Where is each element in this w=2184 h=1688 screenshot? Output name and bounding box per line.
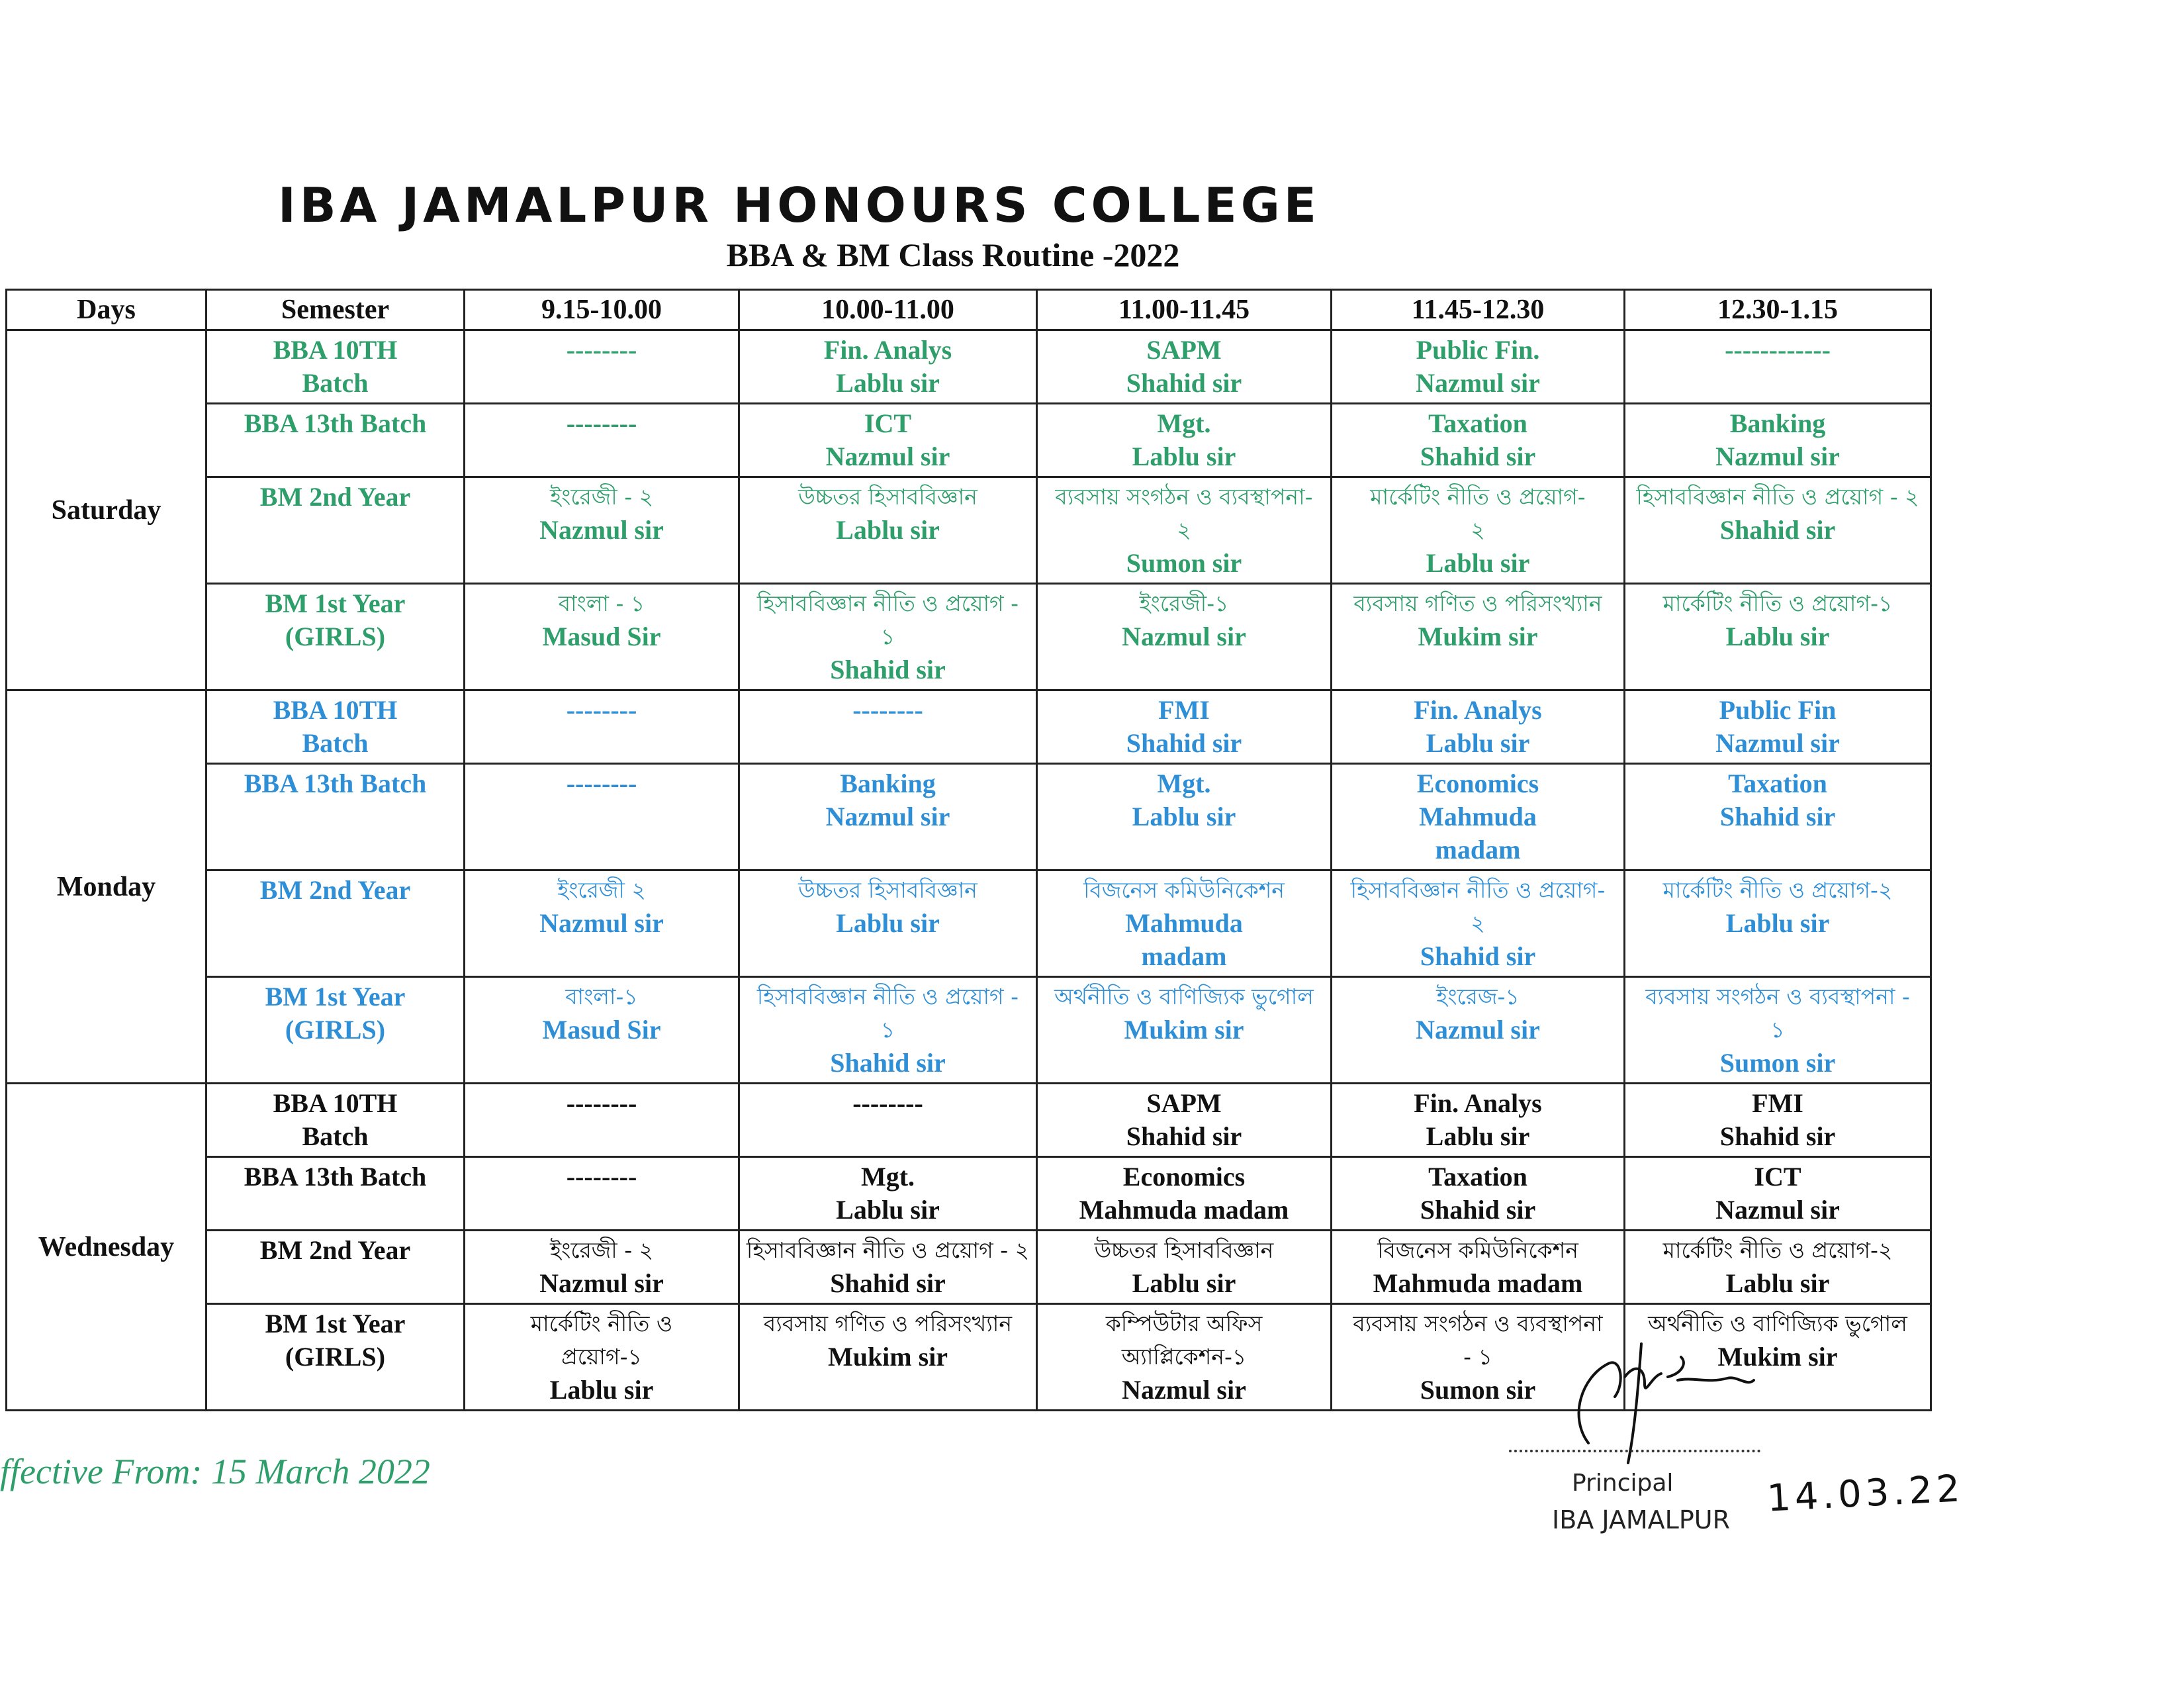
class-entry: -------- <box>852 695 923 725</box>
class-entry: -------- <box>566 695 637 725</box>
day-cell: Monday <box>7 690 206 1084</box>
class-cell <box>1332 1231 1625 1304</box>
class-entry: হিসাববিজ্ঞান নীতি ও প্রয়োগ- <box>1350 877 1606 903</box>
class-entry: Lablu sir <box>836 368 940 398</box>
semester-cell <box>206 764 465 870</box>
class-entry: ইংরেজ-১ <box>1436 984 1520 1009</box>
table-header-row <box>7 290 1931 330</box>
class-cell <box>1332 977 1625 1084</box>
class-cell <box>1037 1231 1332 1304</box>
class-cell <box>1625 584 1931 690</box>
signed-date: 14.03.22 <box>1766 1467 1965 1521</box>
class-cell <box>1332 690 1625 764</box>
class-cell <box>739 477 1037 584</box>
column-header: Days <box>7 290 206 330</box>
class-entry: বাংলা - ১ <box>558 590 645 616</box>
class-cell <box>465 404 739 477</box>
column-header: 9.15-10.00 <box>465 290 739 330</box>
class-cell <box>739 1304 1037 1411</box>
class-entry: Taxation <box>1428 408 1527 438</box>
signature-line <box>1509 1450 1760 1452</box>
class-entry: বিজনেস কমিউনিকেশন <box>1377 1237 1578 1263</box>
class-entry: ইংরেজী ২ <box>557 877 646 903</box>
class-entry: -------- <box>566 769 637 798</box>
class-entry: ইংরেজী - ২ <box>549 484 654 510</box>
class-entry: Nazmul sir <box>1416 1015 1540 1045</box>
class-entry: Lablu sir <box>1725 622 1830 651</box>
class-routine-table <box>5 289 1932 1411</box>
class-entry: ব্যবসায় সংগঠন ও ব্যবস্থাপনা <box>1353 1311 1603 1336</box>
table-row <box>7 690 1931 764</box>
class-cell <box>1625 764 1931 870</box>
class-cell <box>465 584 739 690</box>
class-entry: ইংরেজী - ২ <box>549 1237 654 1263</box>
class-entry: Mukim sir <box>1418 622 1538 651</box>
class-cell <box>465 1084 739 1157</box>
class-entry: Public Fin <box>1719 695 1837 725</box>
class-entry: SAPM <box>1146 335 1222 365</box>
class-cell <box>739 330 1037 404</box>
class-cell <box>739 584 1037 690</box>
class-entry: Lablu sir <box>836 515 940 545</box>
column-header: 11.00-11.45 <box>1037 290 1332 330</box>
class-entry: Shahid sir <box>1126 368 1242 398</box>
class-cell <box>1625 477 1931 584</box>
class-cell <box>465 1304 739 1411</box>
semester-cell <box>206 1157 465 1231</box>
effective-from-date: ffective From: 15 March 2022 <box>0 1452 430 1491</box>
class-entry: Sumon sir <box>1126 548 1242 578</box>
class-entry: অর্থনীতি ও বাণিজ্যিক ভুগোল <box>1648 1311 1907 1336</box>
class-entry: Fin. Analys <box>1414 695 1542 725</box>
semester-label: (GIRLS) <box>285 1015 386 1045</box>
semester-label: BM 1st Year <box>265 982 406 1011</box>
class-entry: Lablu sir <box>1132 442 1236 471</box>
semester-cell <box>206 690 465 764</box>
class-entry: Mahmuda <box>1419 802 1537 831</box>
day-cell: Wednesday <box>7 1084 206 1411</box>
class-entry: Shahid sir <box>1719 802 1836 831</box>
class-cell <box>739 977 1037 1084</box>
class-entry: Economics <box>1416 769 1539 798</box>
semester-cell <box>206 584 465 690</box>
class-cell <box>1625 977 1931 1084</box>
table-row <box>7 404 1931 477</box>
class-entry: Nazmul sir <box>539 1268 664 1298</box>
class-cell <box>739 1157 1037 1231</box>
class-entry: Mgt. <box>1157 408 1211 438</box>
class-entry: উচ্চতর হিসাববিজ্ঞান <box>798 484 978 510</box>
class-cell <box>1332 870 1625 977</box>
semester-cell <box>206 1231 465 1304</box>
class-cell <box>1037 1304 1332 1411</box>
class-cell <box>1625 1157 1931 1231</box>
table-row <box>7 977 1931 1084</box>
class-entry: Economics <box>1122 1162 1246 1192</box>
class-cell <box>1037 870 1332 977</box>
class-cell <box>739 870 1037 977</box>
class-entry: ICT <box>864 408 912 438</box>
semester-label: BM 2nd Year <box>259 482 411 512</box>
class-entry: Taxation <box>1428 1162 1527 1192</box>
class-entry: মার্কেটিং নীতি ও প্রয়োগ-২ <box>1662 1237 1893 1263</box>
table-row <box>7 330 1931 404</box>
class-entry: Shahid sir <box>1126 728 1242 758</box>
table-row <box>7 1084 1931 1157</box>
class-entry: Masud Sir <box>542 622 661 651</box>
class-cell <box>1332 477 1625 584</box>
semester-label: BBA 13th Batch <box>244 408 427 438</box>
class-entry: Mgt. <box>860 1162 915 1192</box>
semester-label: Batch <box>302 368 369 398</box>
class-entry: ICT <box>1754 1162 1801 1192</box>
class-entry: Mukim sir <box>1717 1342 1838 1372</box>
class-cell <box>465 977 739 1084</box>
class-entry: ১ <box>1770 1017 1785 1043</box>
class-entry: Nazmul sir <box>1122 622 1246 651</box>
class-entry: উচ্চতর হিসাববিজ্ঞান <box>798 877 978 903</box>
class-entry: Nazmul sir <box>1715 442 1840 471</box>
class-entry: Nazmul sir <box>1715 1195 1840 1225</box>
class-cell <box>1037 690 1332 764</box>
class-entry: ------------ <box>1725 335 1831 365</box>
class-entry: মার্কেটিং নীতি ও প্রয়োগ-১ <box>1662 590 1893 616</box>
principal-label: Principal <box>1572 1470 1674 1497</box>
class-entry: Lablu sir <box>1132 802 1236 831</box>
class-cell <box>1332 1157 1625 1231</box>
semester-cell <box>206 330 465 404</box>
class-entry: ইংরেজী-১ <box>1139 590 1229 616</box>
class-entry: ব্যবসায় সংগঠন ও ব্যবস্থাপনা - <box>1645 984 1910 1009</box>
class-entry: Mahmuda <box>1125 908 1243 938</box>
class-entry: Lablu sir <box>1426 1121 1530 1151</box>
class-entry: Nazmul sir <box>1416 368 1540 398</box>
routine-body <box>7 330 1931 1411</box>
class-entry: -------- <box>566 1162 637 1192</box>
semester-label: Batch <box>302 728 369 758</box>
semester-label: BM 2nd Year <box>259 1235 411 1265</box>
table-row <box>7 1157 1931 1231</box>
class-entry: Lablu sir <box>836 1195 940 1225</box>
semester-cell <box>206 870 465 977</box>
class-entry: প্রয়োগ-১ <box>561 1344 642 1370</box>
class-entry: হিসাববিজ্ঞান নীতি ও প্রয়োগ - ২ <box>1636 484 1919 510</box>
class-cell <box>1332 764 1625 870</box>
class-entry: হিসাববিজ্ঞান নীতি ও প্রয়োগ - ২ <box>746 1237 1030 1263</box>
semester-label: BBA 13th Batch <box>244 1162 427 1192</box>
semester-label: BM 2nd Year <box>259 875 411 905</box>
class-cell <box>465 690 739 764</box>
class-entry: Lablu sir <box>1132 1268 1236 1298</box>
class-entry: Nazmul sir <box>1715 728 1840 758</box>
semester-label: BBA 13th Batch <box>244 769 427 798</box>
class-entry: Nazmul sir <box>539 908 664 938</box>
class-cell <box>1625 404 1931 477</box>
semester-label: (GIRLS) <box>285 1342 386 1372</box>
class-entry: Mahmuda madam <box>1373 1268 1583 1298</box>
semester-label: Batch <box>302 1121 369 1151</box>
class-entry: SAPM <box>1146 1088 1222 1118</box>
class-cell <box>1037 404 1332 477</box>
day-cell: Saturday <box>7 330 206 690</box>
class-entry: Shahid sir <box>830 655 946 684</box>
column-header: 11.45-12.30 <box>1332 290 1625 330</box>
column-header: 10.00-11.00 <box>739 290 1037 330</box>
column-header: 12.30-1.15 <box>1625 290 1931 330</box>
table-row <box>7 584 1931 690</box>
class-entry: Nazmul sir <box>1122 1375 1246 1405</box>
class-entry: Nazmul sir <box>539 515 664 545</box>
principal-organization: IBA JAMALPUR <box>1552 1505 1730 1534</box>
class-entry: -------- <box>852 1088 923 1118</box>
class-entry: Lablu sir <box>1426 548 1530 578</box>
class-cell <box>739 690 1037 764</box>
class-entry: মার্কেটিং নীতি ও প্রয়োগ-২ <box>1662 877 1893 903</box>
semester-label: BBA 10TH <box>273 695 398 725</box>
class-cell <box>1625 1084 1931 1157</box>
class-entry: Mukim sir <box>827 1342 948 1372</box>
class-entry: Fin. Analys <box>1414 1088 1542 1118</box>
class-entry: Banking <box>1729 408 1826 438</box>
class-entry: ২ <box>1471 910 1485 936</box>
class-entry: Shahid sir <box>1719 1121 1836 1151</box>
class-cell <box>1037 977 1332 1084</box>
class-entry: -------- <box>566 335 637 365</box>
class-entry: Sumon sir <box>1420 1375 1536 1405</box>
class-entry: Shahid sir <box>1420 941 1536 971</box>
class-entry: Mukim sir <box>1124 1015 1244 1045</box>
class-entry: Lablu sir <box>1725 908 1830 938</box>
semester-cell <box>206 1084 465 1157</box>
class-entry: Shahid sir <box>830 1268 946 1298</box>
class-cell <box>465 764 739 870</box>
class-entry: Masud Sir <box>542 1015 661 1045</box>
class-entry: madam <box>1141 941 1227 971</box>
class-cell <box>1037 477 1332 584</box>
class-entry: হিসাববিজ্ঞান নীতি ও প্রয়োগ - <box>756 984 1019 1009</box>
column-header: Semester <box>206 290 465 330</box>
class-entry: -------- <box>566 408 637 438</box>
table-row <box>7 1231 1931 1304</box>
class-cell <box>1037 1157 1332 1231</box>
semester-label: (GIRLS) <box>285 622 386 651</box>
class-entry: ২ <box>1471 517 1485 543</box>
class-entry: Shahid sir <box>1126 1121 1242 1151</box>
college-title: IBA JAMALPUR HONOURS COLLEGE <box>278 177 1320 233</box>
class-entry: Nazmul sir <box>825 442 950 471</box>
class-cell <box>739 1084 1037 1157</box>
class-cell <box>465 1157 739 1231</box>
class-entry: Public Fin. <box>1416 335 1540 365</box>
class-entry: মার্কেটিং নীতি ও প্রয়োগ- <box>1370 484 1586 510</box>
class-cell <box>1037 1084 1332 1157</box>
class-cell <box>465 1231 739 1304</box>
class-entry: Shahid sir <box>830 1048 946 1078</box>
class-entry: - ১ <box>1463 1344 1492 1370</box>
class-entry: madam <box>1435 835 1521 865</box>
class-entry: Mgt. <box>1157 769 1211 798</box>
routine-subtitle: BBA & BM Class Routine -2022 <box>726 236 1180 273</box>
signature-block <box>1509 1337 2025 1549</box>
class-entry: Shahid sir <box>1420 442 1536 471</box>
semester-label: BM 1st Year <box>265 588 406 618</box>
class-entry: Fin. Analys <box>823 335 952 365</box>
class-entry: ২ <box>1177 517 1191 543</box>
class-entry: -------- <box>566 1088 637 1118</box>
semester-cell <box>206 1304 465 1411</box>
class-entry: Lablu sir <box>1725 1268 1830 1298</box>
class-entry: Taxation <box>1728 769 1827 798</box>
class-entry: অর্থনীতি ও বাণিজ্যিক ভুগোল <box>1054 984 1314 1009</box>
class-cell <box>1332 584 1625 690</box>
class-entry: Lablu sir <box>1426 728 1530 758</box>
class-entry: Lablu sir <box>836 908 940 938</box>
class-entry: ব্যবসায় গণিত ও পরিসংখ্যান <box>763 1311 1013 1336</box>
class-entry: Nazmul sir <box>825 802 950 831</box>
class-cell <box>739 764 1037 870</box>
semester-label: BBA 10TH <box>273 1088 398 1118</box>
semester-cell <box>206 977 465 1084</box>
class-cell <box>1037 764 1332 870</box>
class-cell <box>1332 1084 1625 1157</box>
class-entry: Lablu sir <box>549 1375 654 1405</box>
class-entry: Banking <box>840 769 936 798</box>
class-cell <box>1332 330 1625 404</box>
class-cell <box>1332 404 1625 477</box>
class-entry: ১ <box>880 1017 895 1043</box>
class-cell <box>739 1231 1037 1304</box>
class-entry: Shahid sir <box>1719 515 1836 545</box>
class-entry: উচ্চতর হিসাববিজ্ঞান <box>1094 1237 1274 1263</box>
class-cell <box>465 330 739 404</box>
class-cell <box>465 477 739 584</box>
table-row <box>7 477 1931 584</box>
class-entry: FMI <box>1158 695 1210 725</box>
class-entry: অ্যাপ্লিকেশন-১ <box>1121 1344 1247 1370</box>
table-row <box>7 870 1931 977</box>
semester-label: BBA 10TH <box>273 335 398 365</box>
class-entry: বাংলা-১ <box>565 984 638 1009</box>
class-entry: ব্যবসায় গণিত ও পরিসংখ্যান <box>1353 590 1602 616</box>
semester-label: BM 1st Year <box>265 1309 406 1338</box>
class-cell <box>1625 690 1931 764</box>
class-cell <box>1037 584 1332 690</box>
class-cell <box>1625 330 1931 404</box>
class-entry: হিসাববিজ্ঞান নীতি ও প্রয়োগ - <box>756 590 1019 616</box>
table-row <box>7 764 1931 870</box>
semester-cell <box>206 477 465 584</box>
class-entry: Sumon sir <box>1719 1048 1836 1078</box>
class-cell <box>739 404 1037 477</box>
class-cell <box>465 870 739 977</box>
class-entry: Mahmuda madam <box>1079 1195 1289 1225</box>
class-entry: FMI <box>1752 1088 1803 1118</box>
class-cell <box>1625 870 1931 977</box>
class-cell <box>1037 330 1332 404</box>
class-entry: মার্কেটিং নীতি ও <box>530 1311 673 1336</box>
class-cell <box>1625 1231 1931 1304</box>
class-entry: ব্যবসায় সংগঠন ও ব্যবস্থাপনা- <box>1055 484 1313 510</box>
class-entry: বিজনেস কমিউনিকেশন <box>1083 877 1285 903</box>
semester-cell <box>206 404 465 477</box>
class-entry: কম্পিউটার অফিস <box>1105 1311 1263 1336</box>
class-entry: Shahid sir <box>1420 1195 1536 1225</box>
class-entry: ১ <box>880 624 895 649</box>
